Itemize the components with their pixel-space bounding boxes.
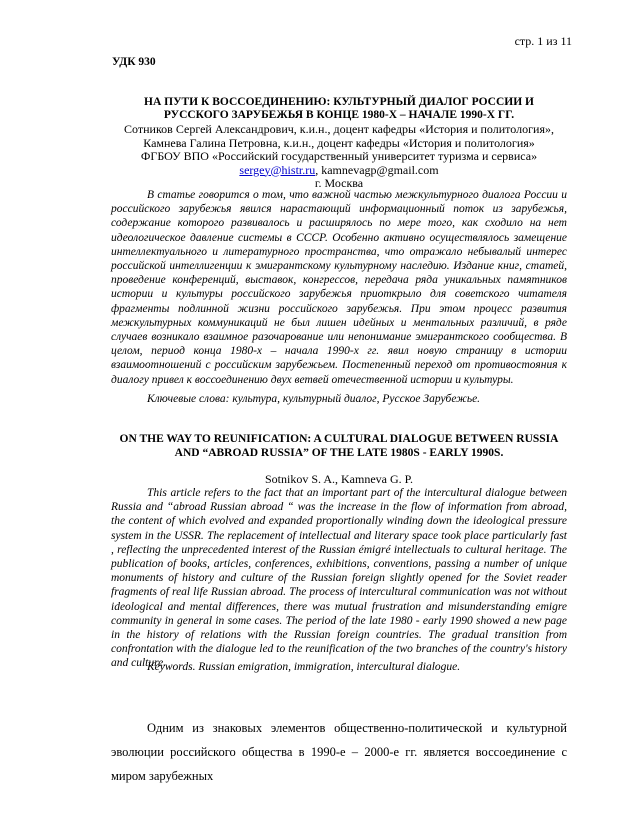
udk-code: УДК 930 (112, 56, 156, 68)
en-title (111, 432, 567, 460)
email-kamneva: kamnevagp@gmail.com (321, 162, 439, 177)
ru-title-line2: РУССКОГО ЗАРУБЕЖЬЯ В КОНЦЕ 1980-Х – НАЧАЛЕ 1990-Х ГГ. (163, 109, 515, 121)
ru-abstract: В статье говорится о том, что важной частью межкультурного диалога России и российского зарубежья явился нарастающий информационный поток из зарубежья, содержание которого развивалось и расширялось по мере того, как сходило на нет идеологическое давление системы в СССР. Особенно активно осуществлялось замещение интеллектуального и литературного пространства, что отражало небывалый интерес российской интеллигенции к эмигрантскому культурному наследию. Издание книг, статей, проведение конференций, выставок, конгрессов, передача ряда уникальных памятников истории и культуры российского зарубежья приоткрыло для советского читателя фрагменты подлинной жизни российского зарубежья. При этом процесс развития межкультурных коммуникаций не был лишен идейных и ментальных различий, в ряде случаев возникало взаимное разочарование или непонимание эмигрантского сообщества. В целом, период конца 1980-х – начала 1990-х гг. явил новую страницу в истории взаимоотношений с российским зарубежьем. Постепенный переход от противостояния к диалогу привел к воссоединению двух ветвей отечественной истории и культуры. (111, 189, 567, 386)
en-authors: Sotnikov S. A., Kamneva G. P. (264, 472, 413, 486)
ru-author-1: Сотников Сергей Александрович, к.и.н., доцент кафедры «История и политология», (124, 122, 554, 136)
ru-authors (111, 123, 567, 191)
en-title-line1: ON THE WAY TO REUNIFICATION: A CULTURAL DIALOGUE BETWEEN RUSSIA (119, 433, 559, 445)
body-paragraph: Одним из знаковых элементов общественно-политической и культурной эволюции российского общества в 1990-е – 2000-е гг. является воссоединение с миром зарубежных (111, 721, 567, 783)
ru-author-2: Камнева Галина Петровна, к.и.н., доцент кафедры «История и политология» (143, 135, 535, 150)
email-separator: , (315, 162, 322, 177)
ru-title-line1: НА ПУТИ К ВОССОЕДИНЕНИЮ: КУЛЬТУРНЫЙ ДИАЛОГ РОССИИ И (144, 96, 534, 108)
ru-city: г. Москва (314, 176, 364, 190)
en-title-line2: AND “ABROAD RUSSIA” OF THE LATE 1980S - EARLY 1990S. (174, 447, 504, 459)
ru-institution: ФГБОУ ВПО «Российский государственный университет туризма и сервиса» (140, 149, 538, 163)
ru-emails (111, 164, 567, 178)
ru-keywords: Ключевые слова: культура, культурный диалог, Русское Зарубежье. (147, 393, 481, 405)
email-link-sergey[interactable]: sergey@histr.ru (239, 162, 316, 177)
page-number: стр. 1 из 11 (514, 34, 572, 48)
ru-title (111, 96, 567, 122)
en-abstract: This article refers to the fact that an important part of the intercultural dialogue between Russia and “abroad Russian abroad “ was the increase in the flow of information from abroad, the content of which evolved and expanded proportionally winding down the ideological pressure system in the USSR. The replacement of intellectual and literary space took place particularly fast , reflecting the unprecedented interest of the Russian émigré intellectuals to cultural heritage. The publication of books, articles, conferences, exhibitions, conventions, passing a number of unique monuments of history and culture of the Russian foreign slightly opened for the Soviet reader fragments of real life Russian abroad. The process of intercultural communication was not without ideological and mental differences, there was mutual frustration and misunderstanding emigre community in general in some cases. The period of the late 1980 - early 1990 showed a new page in the history of relations with the Russian foreign countries. The gradual transition from confrontation with the dialogue led to the reunification of the two branches of the country's history and culture. (111, 487, 567, 670)
en-keywords: Keywords. Russian emigration, immigration, intercultural dialogue. (147, 661, 461, 673)
